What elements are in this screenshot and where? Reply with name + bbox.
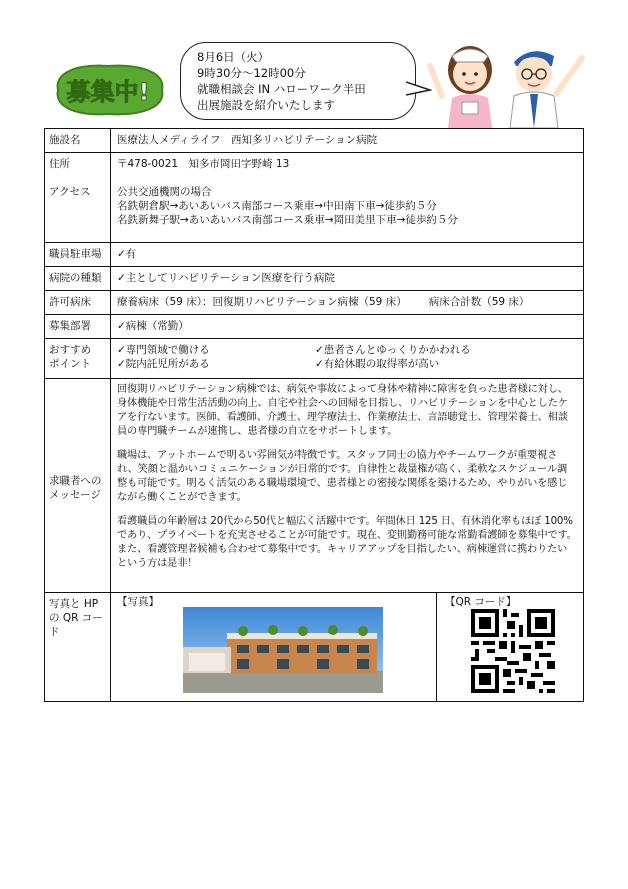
parking-label: 職員駐車場 bbox=[45, 243, 111, 267]
photo-tag: 【写真】 bbox=[117, 596, 159, 608]
row-photo-qr bbox=[45, 593, 584, 702]
qr-code-icon[interactable] bbox=[471, 609, 555, 693]
points-label-2: ポイント bbox=[49, 358, 91, 370]
row-points bbox=[45, 339, 584, 379]
message-paragraph: 看護職員の年齢層は 20代から50代と幅広く活躍中です。年間休日 125 日、有休消化率もほぼ 100%であり、プライベートを充実させることが可能です。現在、変則勤務可能な常勤看護師を募集中です。また、看護管理者候補も合わせて募集中です。キャリアアップを目指したい、病棟運営に携わりたいという方は是非！ bbox=[117, 516, 577, 569]
row-facility bbox=[45, 129, 584, 153]
beds-label: 許可病床 bbox=[45, 291, 111, 315]
badge-text: 募集中! bbox=[66, 78, 150, 106]
row-department bbox=[45, 315, 584, 339]
row-message bbox=[45, 379, 584, 593]
postal-address: 〒478-0021 知多市岡田字野崎 13 bbox=[117, 158, 290, 170]
type-value: ✓主としてリハビリテーション医療を行う病院 bbox=[111, 267, 584, 291]
message-paragraph: 回復期リハビリテーション病棟では、病気や事故によって身体や精神に障害を負った患者様に対し、身体機能や日常生活活動の向上、自宅や社会への回帰を目指し、リハビリテーションを中心としたケアを行ないます。医師、看護師、介護士、理学療法士、作業療法士、言語聴覚士、管理栄養士、相談員の専門職チームが連携し、患者様の自立をサポートします。 bbox=[117, 384, 568, 437]
beds-total: 病床合計数（59 床） bbox=[428, 296, 530, 308]
access-line: 名鉄新舞子駅→あいあいバス南部コース乗車→岡田美里下車→徒歩約５分 bbox=[117, 214, 458, 226]
parking-value: ✓有 bbox=[111, 243, 584, 267]
event-name: 就職相談会 IN ハローワーク半田 bbox=[197, 82, 366, 96]
row-parking bbox=[45, 243, 584, 267]
message-label-2: メッセージ bbox=[49, 488, 101, 501]
address-label: 住所 bbox=[49, 158, 70, 170]
event-speech-bubble bbox=[180, 42, 416, 120]
doctor-figure bbox=[510, 51, 582, 128]
hospital-building-photo bbox=[183, 607, 383, 693]
qr-tag: 【QR コード】 bbox=[445, 596, 517, 608]
dept-value: ✓病棟（常勤） bbox=[111, 315, 584, 339]
points-label-1: おすすめ bbox=[49, 344, 92, 356]
event-date: 8月6日（火） bbox=[197, 50, 270, 64]
beds-breakdown: 療養病床（59 床）：回復期リハビリテーション病棟（59 床） bbox=[117, 296, 407, 308]
facility-info-table bbox=[44, 128, 584, 702]
row-hospital-type bbox=[45, 267, 584, 291]
row-address bbox=[45, 153, 584, 243]
event-time: 9時30分～12時00分 bbox=[197, 66, 306, 80]
facility-label: 施設名 bbox=[45, 129, 111, 153]
point-item: ✓専門領域で働ける bbox=[117, 344, 210, 356]
type-label: 病院の種類 bbox=[45, 267, 111, 291]
photo-label: 写真と HP の QR コード bbox=[45, 593, 111, 702]
facility-name: 医療法人メディライフ 西知多リハビリテーション病院 bbox=[111, 129, 584, 153]
point-item: ✓患者さんとゆっくりかかわれる bbox=[315, 344, 471, 356]
message-label-1: 求職者への bbox=[49, 474, 102, 487]
access-line: 公共交通機関の場合 bbox=[117, 186, 212, 198]
dept-label: 募集部署 bbox=[45, 315, 111, 339]
recruiting-badge bbox=[48, 62, 170, 118]
point-item: ✓院内託児所がある bbox=[117, 358, 210, 370]
nurse-figure bbox=[430, 46, 492, 128]
access-label: アクセス bbox=[49, 186, 91, 198]
access-line: 名鉄朝倉駅→あいあいバス南部コース乗車→中田南下車→徒歩約５分 bbox=[117, 200, 437, 212]
message-paragraph: 職場は、アットホームで明るい雰囲気が特徴です。スタッフ同士の協力やチームワークが重要視され、笑顔と温かいコミュニケーションが日常的です。自律性と裁量権が高く、柔軟なスケジュール調整も可能です。明るく活気のある職場環境で、患者様との密接な関係を築けるため、やりがいを感じながら働くことができます。 bbox=[117, 450, 568, 503]
nurse-doctor-illustration bbox=[422, 36, 592, 128]
event-note: 出展施設を紹介いたします bbox=[197, 98, 335, 112]
point-item: ✓有給休暇の取得率が高い bbox=[315, 358, 440, 370]
row-beds bbox=[45, 291, 584, 315]
